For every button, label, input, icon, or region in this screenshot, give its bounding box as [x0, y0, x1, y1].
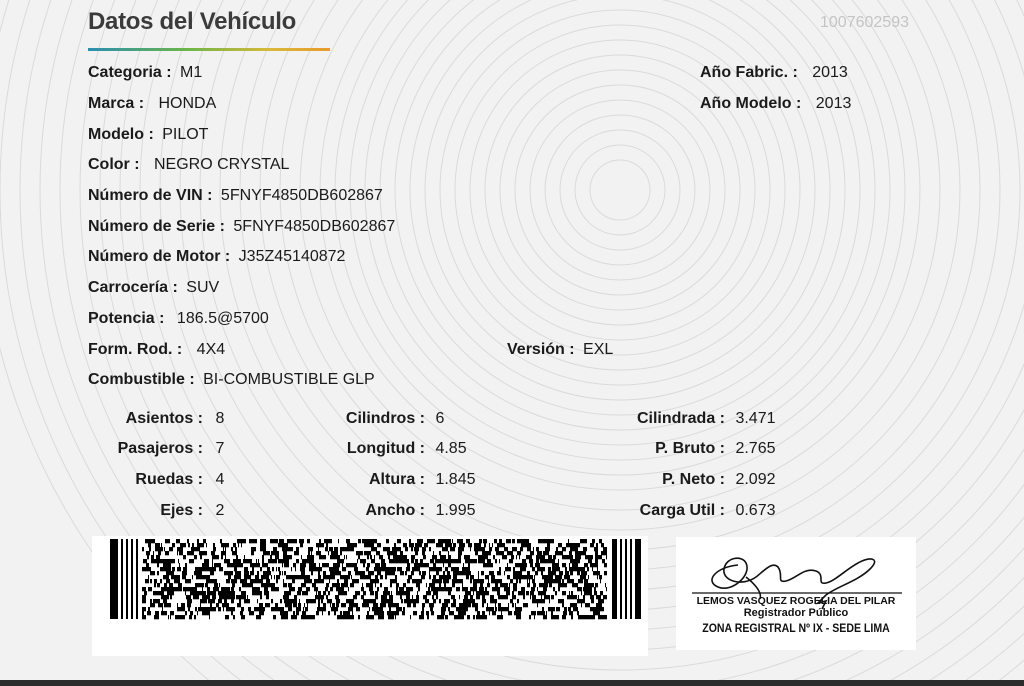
motor-value: J35Z45140872	[238, 248, 346, 265]
version-value: EXL	[583, 341, 614, 358]
cilindrada-value: 3.471	[735, 410, 776, 427]
spec-p-bruto	[590, 439, 776, 459]
longitud-label: Longitud :	[346, 440, 425, 457]
document-number: 1007602593	[820, 14, 909, 31]
spec-asientos	[88, 409, 224, 429]
potencia-value: 186.5@5700	[176, 310, 269, 327]
field-color	[88, 155, 289, 175]
marca-value: HONDA	[158, 95, 217, 112]
spec-cilindros	[300, 409, 444, 429]
marca-label: Marca :	[88, 95, 145, 112]
asientos-label: Asientos :	[125, 410, 203, 427]
modelo-label: Modelo :	[88, 126, 154, 143]
anio-fabric-label: Año Fabric. :	[700, 64, 798, 81]
barcode-graphic	[92, 536, 648, 656]
color-value: NEGRO CRYSTAL	[154, 156, 290, 173]
signature-block	[676, 537, 916, 650]
serie-value: 5FNYF4850DB602867	[233, 218, 396, 235]
modelo-value: PILOT	[162, 126, 209, 143]
ruedas-label: Ruedas :	[135, 471, 203, 488]
registrar-name: LEMOS VASQUEZ ROGELIA DEL PILAR	[696, 595, 896, 607]
field-marca	[88, 94, 216, 114]
p-neto-value: 2.092	[735, 471, 776, 488]
anio-fabric-value: 2013	[812, 64, 848, 81]
color-label: Color :	[88, 156, 140, 173]
footer-bar	[0, 680, 1024, 686]
field-anio-modelo	[700, 94, 851, 114]
p-bruto-label: P. Bruto :	[655, 440, 725, 457]
spec-carga-util	[590, 501, 776, 521]
vin-label: Número de VIN :	[88, 187, 213, 204]
ejes-label: Ejes :	[160, 502, 203, 519]
altura-label: Altura :	[369, 471, 425, 488]
document-title: Datos del Vehículo	[88, 8, 296, 35]
ancho-label: Ancho :	[365, 502, 425, 519]
pdf417-barcode	[92, 536, 648, 656]
pasajeros-value: 7	[215, 440, 225, 457]
ancho-value: 1.995	[435, 502, 476, 519]
p-neto-label: P. Neto :	[662, 471, 725, 488]
ruedas-value: 4	[215, 471, 225, 488]
field-version	[507, 340, 613, 360]
title-underline	[88, 48, 330, 51]
ejes-value: 2	[215, 502, 225, 519]
combustible-label: Combustible :	[88, 371, 195, 388]
field-motor	[88, 247, 345, 267]
combustible-value: BI-COMBUSTIBLE GLP	[203, 371, 375, 388]
spec-cilindrada	[590, 409, 776, 429]
field-vin	[88, 186, 383, 206]
spec-ruedas	[88, 470, 224, 490]
field-carroceria	[88, 278, 219, 298]
field-modelo	[88, 125, 208, 145]
carroceria-value: SUV	[186, 279, 220, 296]
longitud-value: 4.85	[435, 440, 467, 457]
field-form-rod	[88, 340, 225, 360]
anio-modelo-label: Año Modelo :	[700, 95, 802, 112]
registrar-role: Registrador Público	[743, 607, 849, 619]
motor-label: Número de Motor :	[88, 248, 231, 265]
potencia-label: Potencia :	[88, 310, 165, 327]
p-bruto-value: 2.765	[735, 440, 776, 457]
altura-value: 1.845	[435, 471, 476, 488]
cilindros-value: 6	[435, 410, 445, 427]
spec-altura	[300, 470, 476, 490]
field-anio-fabric	[700, 63, 848, 83]
categoria-label: Categoria :	[88, 64, 172, 81]
spec-ancho	[300, 501, 476, 521]
version-label: Versión :	[507, 341, 575, 358]
field-combustible	[88, 370, 375, 390]
form-rod-value: 4X4	[196, 341, 226, 358]
spec-longitud	[300, 439, 467, 459]
field-serie	[88, 217, 395, 237]
field-potencia	[88, 309, 269, 329]
registry-office: ZONA REGISTRAL Nº IX - SEDE LIMA	[702, 621, 890, 635]
cilindrada-label: Cilindrada :	[636, 410, 725, 427]
spec-pasajeros	[88, 439, 224, 459]
form-rod-label: Form. Rod. :	[88, 341, 183, 358]
carga-util-label: Carga Util :	[639, 502, 725, 519]
carroceria-label: Carrocería :	[88, 279, 178, 296]
pasajeros-label: Pasajeros :	[117, 440, 203, 457]
spec-p-neto	[590, 470, 776, 490]
spec-ejes	[88, 501, 224, 521]
cilindros-label: Cilindros :	[345, 410, 425, 427]
field-categoria	[88, 63, 202, 83]
serie-label: Número de Serie :	[88, 218, 225, 235]
anio-modelo-value: 2013	[815, 95, 852, 112]
asientos-value: 8	[215, 410, 225, 427]
carga-util-value: 0.673	[735, 502, 776, 519]
vin-value: 5FNYF4850DB602867	[220, 187, 383, 204]
categoria-value: M1	[180, 64, 203, 81]
